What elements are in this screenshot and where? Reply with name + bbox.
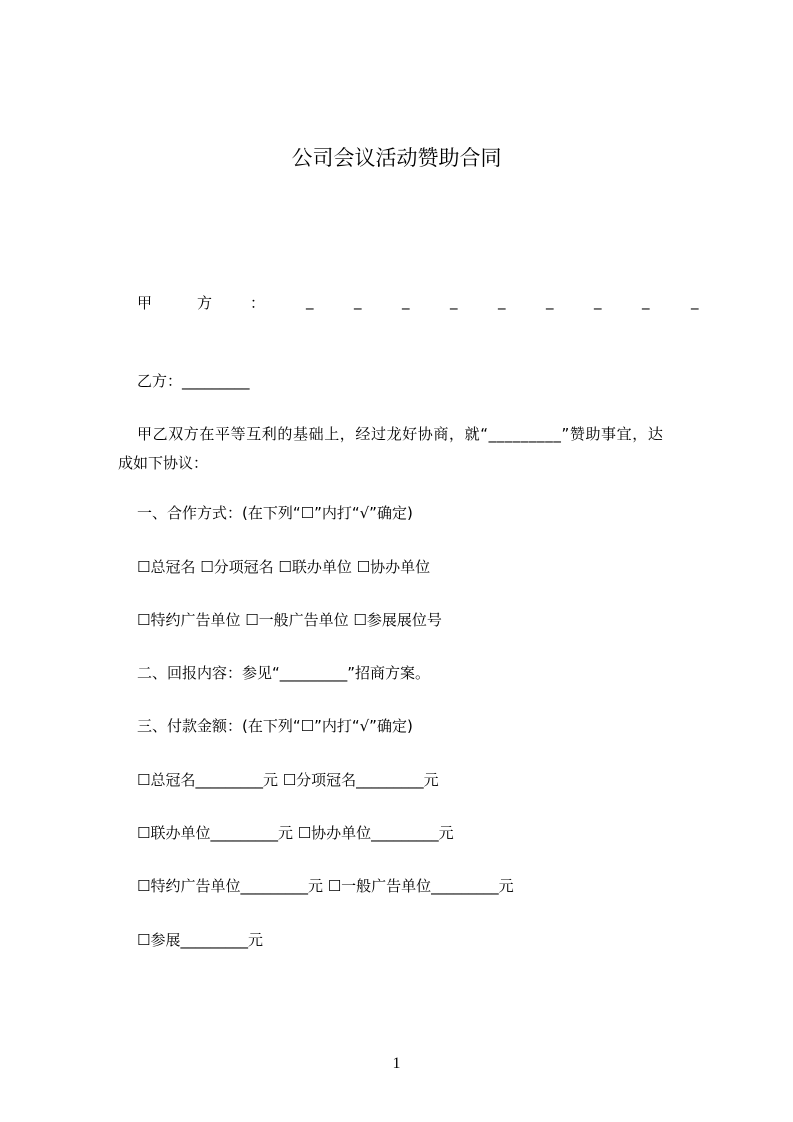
cooperation-options-row[interactable]: ☐总冠名 ☐分项冠名 ☐联办单位 ☐协办单位 [137,558,431,576]
party-a-blank[interactable]: _ [546,292,554,310]
document-title: 公司会议活动赞助合同 [291,146,502,170]
party-a-colon: ： [250,294,266,312]
section-return-heading: 二、回报内容：参见“_________”招商方案。 [137,664,431,682]
payment-options-row[interactable]: ☐特约广告单位_________元 ☐一般广告单位_________元 [137,877,514,895]
intro-paragraph-line: 甲乙双方在平等互利的基础上，经过龙好协商，就“_________”赞助事宜，达 [137,425,664,443]
party-a-blank[interactable]: _ [498,292,506,310]
section-cooperation-heading: 一、合作方式：(在下列“☐”内打“√”确定) [137,504,413,522]
party-a-blank[interactable]: _ [306,292,314,310]
party-a-blank[interactable]: _ [642,292,650,310]
payment-options-row[interactable]: ☐联办单位_________元 ☐协办单位_________元 [137,824,454,842]
party-a-char: 甲 [137,294,153,312]
page-number: 1 [392,1055,401,1072]
intro-paragraph-line: 成如下协议： [118,454,209,472]
party-a-blank[interactable]: _ [402,292,410,310]
payment-options-row[interactable]: ☐总冠名_________元 ☐分项冠名_________元 [137,771,439,789]
payment-options-row[interactable]: ☐参展_________元 [137,931,263,949]
party-a-blank[interactable]: _ [450,292,458,310]
cooperation-options-row[interactable]: ☐特约广告单位 ☐一般广告单位 ☐参展展位号 [137,611,442,629]
party-a-blank[interactable]: _ [594,292,602,310]
section-payment-heading: 三、付款金额：(在下列“☐”内打“√”确定) [137,717,413,735]
party-a-blank[interactable]: _ [691,292,699,310]
party-b-line: 乙方：_________ [137,372,250,390]
party-a-char: 方 [197,294,213,312]
party-a-blank[interactable]: _ [354,292,362,310]
